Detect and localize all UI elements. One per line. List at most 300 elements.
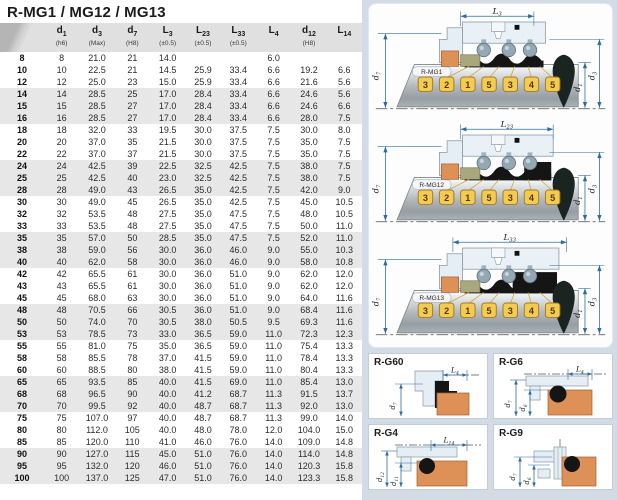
table-cell: 14.0: [264, 437, 283, 447]
table-cell: 9.0: [267, 305, 280, 315]
spring: [477, 156, 490, 169]
table-cell: 76.0: [229, 449, 248, 459]
part-number: 2: [444, 80, 450, 91]
table-cell: 27: [127, 113, 138, 123]
table-cell: 90: [56, 449, 67, 459]
dim-label-d1: $d_1$: [572, 196, 585, 205]
dim-label-d3: $d_3$: [586, 297, 599, 307]
table-cell: 28.5: [88, 89, 106, 99]
table-cell: 92.0: [300, 401, 318, 411]
table-cell: 68.4: [300, 305, 318, 315]
table-cell: 95: [16, 461, 27, 471]
table-cell: 60: [16, 365, 27, 375]
table-cell: 55.0: [300, 245, 318, 255]
model-label: R-MG12: [419, 182, 445, 190]
part-number: 3: [422, 80, 428, 91]
table-cell: 14.0: [264, 449, 283, 459]
table-cell: 51.0: [229, 281, 248, 291]
table-header: [0, 23, 362, 52]
table-cell: 33.4: [229, 65, 248, 75]
table-cell: 25: [56, 173, 67, 183]
col-header-d3: $d_3$ (Max): [79, 23, 114, 52]
table-cell: 22.5: [158, 161, 177, 171]
table-row: [0, 160, 362, 172]
table-cell: 47.5: [229, 221, 248, 231]
table-cell: 38: [16, 245, 27, 255]
spring: [502, 156, 515, 169]
table-cell: 7.5: [338, 113, 351, 123]
table-cell: 43: [127, 185, 138, 195]
mg12-diagram-block: [370, 119, 611, 232]
part-number: 5: [550, 80, 556, 91]
table-cell: 52.0: [300, 233, 318, 243]
part-number: 5: [486, 80, 492, 91]
model-label: R-MG13: [419, 295, 445, 303]
table-row: [0, 64, 362, 76]
table-cell: 14: [56, 89, 67, 99]
table-cell: 42: [16, 269, 27, 279]
table-cell: 46.0: [158, 461, 177, 471]
table-cell: 40.0: [158, 389, 177, 399]
table-cell: 68: [16, 389, 27, 399]
table-cell: 40.0: [158, 425, 177, 435]
col-header-L3: $L_3$ (±0.5): [150, 23, 185, 52]
part-number: 5: [486, 306, 492, 317]
table-cell: 59.0: [229, 353, 248, 363]
table-cell: 123.3: [297, 473, 321, 483]
table-row: [0, 304, 362, 316]
table-cell: 115: [125, 449, 140, 459]
table-cell: 35.0: [194, 209, 212, 219]
table-cell: 33.4: [229, 101, 248, 111]
table-cell: 28.5: [88, 113, 106, 123]
table-cell: 51.0: [229, 269, 248, 279]
table-cell: 70: [56, 401, 67, 411]
spring: [502, 269, 515, 282]
table-cell: 63: [127, 293, 138, 303]
table-cell: 91.5: [300, 389, 318, 399]
dim-label-d6: $d_6$: [519, 404, 529, 412]
table-cell: 35: [16, 233, 27, 243]
table-cell: 48.7: [194, 413, 212, 423]
table-cell: 28.4: [194, 89, 212, 99]
part-number: 3: [507, 80, 513, 91]
table-cell: 30.0: [194, 125, 212, 135]
part-number: 3: [507, 306, 513, 317]
table-row: [0, 148, 362, 160]
table-cell: 43: [56, 281, 67, 291]
table-cell: 62.0: [88, 257, 106, 267]
table-cell: 33: [127, 125, 138, 135]
table-cell: 45: [56, 293, 67, 303]
table-cell: 40.0: [158, 413, 177, 423]
table-cell: 14.0: [158, 53, 177, 63]
table-cell: 7.5: [267, 209, 280, 219]
table-cell: 49.0: [88, 185, 106, 195]
table-cell: 48: [127, 221, 138, 231]
dim-label-d7: $d_7$: [370, 184, 383, 194]
table-cell: 38.0: [300, 173, 318, 183]
table-cell: 41.2: [194, 389, 212, 399]
table-cell: 25.9: [194, 65, 212, 75]
table-cell: 27.5: [158, 209, 177, 219]
dim-label-d7: $d_7$: [370, 297, 383, 307]
table-cell: 125: [124, 473, 140, 483]
table-cell: 30.0: [158, 245, 177, 255]
table-cell: 42.5: [229, 197, 248, 207]
table-cell: 13.3: [335, 341, 354, 351]
table-row: [0, 328, 362, 340]
table-cell: 35.0: [194, 233, 212, 243]
table-cell: 69.0: [229, 377, 248, 387]
mg13-diagram-block: [370, 232, 611, 345]
table-cell: 35.0: [194, 185, 212, 195]
table-cell: 15.8: [335, 461, 354, 471]
table-cell: 59.0: [88, 245, 106, 255]
table-cell: 42.5: [88, 173, 106, 183]
set-screw: [515, 25, 520, 30]
part-number: 2: [444, 193, 450, 204]
table-cell: 20: [56, 137, 67, 147]
col-header-L23: $L_{23}$ (±0.5): [185, 23, 220, 52]
table-row: [0, 172, 362, 184]
seat-part: [441, 51, 458, 66]
table-cell: 22: [16, 149, 27, 159]
part-number: 3: [422, 193, 428, 204]
table-cell: 7.5: [267, 221, 280, 231]
table-cell: 28.4: [194, 113, 212, 123]
table-cell: 70: [127, 317, 138, 327]
table-cell: 46.0: [194, 437, 212, 447]
part-number: 1: [465, 193, 471, 204]
table-cell: 85.5: [88, 353, 106, 363]
col-header-L4: $L_4$: [256, 23, 291, 52]
table-cell: 11.0: [335, 233, 353, 243]
table-cell: 18: [16, 125, 27, 135]
table-cell: 127.0: [85, 449, 109, 459]
table-cell: 80: [16, 425, 27, 435]
table-cell: 24: [56, 161, 67, 171]
table-cell: 35.0: [158, 341, 177, 351]
table-cell: 48.7: [194, 401, 212, 411]
table-cell: 36.0: [194, 305, 212, 315]
part-number: 1: [465, 80, 471, 91]
table-cell: 40: [127, 173, 138, 183]
table-cell: 10.3: [335, 245, 354, 255]
table-row: [0, 220, 362, 232]
table-cell: 35: [56, 233, 67, 243]
table-cell: 38.0: [300, 161, 318, 171]
table-cell: 53.5: [88, 221, 106, 231]
table-cell: 37.5: [229, 125, 248, 135]
table-row: [0, 184, 362, 196]
table-cell: 50.0: [300, 221, 318, 231]
table-cell: 28.5: [158, 233, 177, 243]
table-cell: 5.6: [338, 77, 351, 87]
table-cell: 30.0: [300, 125, 318, 135]
table-cell: 43: [16, 281, 27, 291]
table-cell: 33: [16, 221, 27, 231]
table-row: [0, 112, 362, 124]
table-cell: 14.0: [264, 461, 283, 471]
table-cell: 45.0: [158, 449, 177, 459]
dim-label-d6: $d_6$: [523, 477, 533, 485]
table-cell: 59.0: [229, 329, 248, 339]
table-cell: 37.0: [158, 353, 177, 363]
seat-diagrams-grid: [368, 353, 613, 490]
table-cell: 10.8: [335, 257, 354, 267]
table-cell: 7.5: [267, 173, 280, 183]
spring: [523, 156, 536, 169]
table-cell: 17.0: [158, 89, 177, 99]
table-cell: 30.0: [158, 269, 177, 279]
table-cell: 12: [16, 77, 27, 87]
spring: [523, 43, 536, 56]
table-cell: 48: [56, 305, 67, 315]
table-cell: 21.0: [88, 53, 106, 63]
table-cell: 62.0: [300, 281, 318, 291]
table-cell: 60: [56, 365, 67, 375]
table-row: [0, 364, 362, 376]
table-row: [0, 52, 362, 64]
table-cell: 51.0: [194, 449, 212, 459]
table-cell: 97: [127, 413, 138, 423]
table-cell: 65: [56, 377, 67, 387]
dim-label-d7: $d_7$: [389, 402, 399, 410]
table-cell: 35.0: [300, 137, 318, 147]
table-cell: 48: [16, 305, 27, 315]
dim-label-d12: $d_{12}$: [376, 472, 386, 482]
table-cell: 120.0: [85, 437, 109, 447]
table-cell: 19.5: [158, 125, 177, 135]
spring: [502, 43, 515, 56]
mg1-diagram-block: [370, 6, 611, 119]
table-cell: 64.0: [300, 293, 318, 303]
part-number: 1: [465, 306, 471, 317]
table-row: [0, 124, 362, 136]
g9-label: R-G9: [499, 428, 523, 439]
table-cell: 6.6: [338, 65, 351, 75]
table-cell: 58: [16, 353, 27, 363]
table-cell: 21: [127, 53, 138, 63]
table-cell: 41.5: [194, 377, 212, 387]
table-cell: 85.4: [300, 377, 318, 387]
table-cell: 6.6: [267, 101, 280, 111]
table-cell: 137.0: [85, 473, 109, 483]
table-cell: 56: [127, 245, 138, 255]
g6-label: R-G6: [499, 357, 523, 368]
table-cell: 32: [56, 209, 67, 219]
mg1-drawing: [370, 6, 611, 119]
table-cell: 68.7: [229, 389, 248, 399]
table-cell: 80: [56, 425, 67, 435]
table-cell: 11.6: [335, 305, 353, 315]
table-cell: 75: [56, 413, 67, 423]
table-row: [0, 472, 362, 484]
table-cell: 81.0: [88, 341, 106, 351]
g6-card: [493, 353, 613, 419]
table-cell: 26.5: [158, 197, 177, 207]
table-cell: 15: [16, 101, 27, 111]
seat-part: [441, 164, 458, 179]
table-cell: 6.6: [267, 113, 280, 123]
table-cell: 36.0: [194, 269, 212, 279]
table-cell: 27: [127, 101, 138, 111]
table-cell: 51.0: [194, 473, 212, 483]
part-number: 4: [528, 193, 535, 204]
table-cell: 55: [56, 341, 67, 351]
table-cell: 11.3: [265, 401, 283, 411]
table-cell: 110: [125, 437, 140, 447]
seat-part: [441, 277, 458, 292]
table-cell: 53: [16, 329, 27, 339]
table-cell: 59.0: [229, 365, 248, 375]
table-cell: 48: [127, 209, 138, 219]
table-cell: 93.5: [88, 377, 106, 387]
table-cell: 48.0: [194, 425, 212, 435]
table-cell: 33.4: [229, 113, 248, 123]
table-cell: 38.0: [158, 365, 177, 375]
table-cell: 72.3: [300, 329, 318, 339]
table-cell: 22: [56, 149, 67, 159]
seal-ring-part: [461, 55, 480, 67]
table-cell: 49.0: [88, 197, 106, 207]
table-cell: 73: [127, 329, 138, 339]
table-cell: 35: [127, 137, 138, 147]
table-cell: 10: [56, 65, 67, 75]
table-cell: 6.6: [267, 65, 280, 75]
table-row: [0, 316, 362, 328]
table-cell: 100: [54, 473, 70, 483]
table-cell: 76.0: [229, 461, 248, 471]
table-cell: 19.2: [300, 65, 318, 75]
g60-drawing: [369, 366, 487, 418]
part-number: 4: [528, 306, 535, 317]
model-label: R-MG1: [421, 69, 443, 77]
set-screw: [515, 251, 520, 256]
table-cell: 16: [16, 113, 27, 123]
table-row: [0, 448, 362, 460]
table-cell: 13.3: [335, 353, 354, 363]
table-cell: 7.5: [267, 161, 280, 171]
table-cell: 70: [16, 401, 27, 411]
table-cell: 25: [16, 173, 27, 183]
table-cell: 107.0: [85, 413, 109, 423]
table-cell: 12.3: [335, 329, 354, 339]
table-cell: 21.5: [158, 137, 177, 147]
part-number: 3: [422, 306, 428, 317]
table-cell: 47.5: [229, 233, 248, 243]
table-cell: 17.0: [158, 113, 177, 123]
g6-drawing: [494, 366, 612, 418]
table-row: [0, 400, 362, 412]
table-cell: 75: [16, 413, 27, 423]
table-cell: 50.5: [229, 317, 248, 327]
table-cell: 11.6: [335, 293, 353, 303]
table-cell: 6.6: [267, 89, 280, 99]
g60-label: R-G60: [374, 357, 404, 368]
table-cell: 21: [127, 65, 138, 75]
seal-diagrams-panel: [368, 3, 613, 348]
table-cell: 41.0: [158, 437, 177, 447]
table-cell: 28.0: [300, 113, 318, 123]
col-header-L33: $L_{33}$ (±0.5): [221, 23, 256, 52]
dim-label-d1: $d_1$: [572, 309, 585, 318]
table-cell: 36.0: [194, 257, 212, 267]
spring: [477, 269, 490, 282]
table-cell: 109.0: [297, 437, 321, 447]
table-cell: 59.0: [229, 341, 248, 351]
table-row: [0, 424, 362, 436]
table-cell: 37.5: [229, 137, 248, 147]
table-cell: 50: [56, 317, 67, 327]
dim-label-d3: $d_3$: [586, 184, 599, 194]
table-row: [0, 388, 362, 400]
table-cell: 24.6: [300, 101, 318, 111]
table-cell: 7.5: [267, 233, 280, 243]
table-row: [0, 208, 362, 220]
table-cell: 9.0: [267, 257, 280, 267]
table-cell: 7.5: [267, 125, 280, 135]
table-cell: 30.5: [158, 305, 177, 315]
dim-label-L33: $L_{33}$: [503, 232, 517, 244]
table-cell: 16: [56, 113, 67, 123]
table-cell: 7.5: [338, 173, 351, 183]
g4-label: R-G4: [374, 428, 398, 439]
table-cell: 105: [124, 425, 140, 435]
table-cell: 104.0: [297, 425, 321, 435]
table-cell: 38: [56, 245, 67, 255]
table-cell: 20: [16, 137, 27, 147]
table-cell: 112.0: [86, 425, 108, 435]
table-cell: 22.5: [88, 65, 106, 75]
table-cell: 6.6: [267, 77, 280, 87]
table-cell: 68: [56, 389, 67, 399]
table-row: [0, 196, 362, 208]
table-cell: 50: [16, 317, 27, 327]
table-row: [0, 292, 362, 304]
table-cell: 53.5: [88, 209, 106, 219]
table-cell: 6.6: [338, 101, 351, 111]
table-cell: 33.4: [229, 77, 248, 87]
table-cell: 11.0: [265, 329, 283, 339]
dim-label-d1: $d_1$: [572, 83, 585, 92]
table-cell: [327, 52, 362, 64]
table-cell: 24: [16, 161, 27, 171]
dim-label-d3: $d_3$: [586, 71, 599, 81]
table-cell: 25: [127, 89, 138, 99]
table-cell: 74.0: [88, 317, 106, 327]
table-cell: 47.5: [229, 209, 248, 219]
table-cell: 11.0: [265, 377, 283, 387]
table-cell: [185, 52, 220, 64]
table-cell: 13.0: [335, 401, 354, 411]
dim-label-L4: $L_4$: [576, 366, 584, 376]
col-header-d7: $d_7$ (H8): [115, 23, 150, 52]
table-row: [0, 280, 362, 292]
table-cell: 62.0: [300, 269, 318, 279]
table-cell: 5.6: [338, 89, 351, 99]
table-cell: 40.0: [158, 377, 177, 387]
table-cell: 15: [56, 101, 67, 111]
table-cell: 58.0: [300, 257, 318, 267]
seal-ring-part: [461, 168, 480, 180]
table-cell: [291, 52, 326, 64]
table-cell: 41.5: [194, 365, 212, 375]
table-cell: 65: [16, 377, 27, 387]
table-cell: 30.0: [158, 281, 177, 291]
table-cell: 14.8: [335, 437, 354, 447]
